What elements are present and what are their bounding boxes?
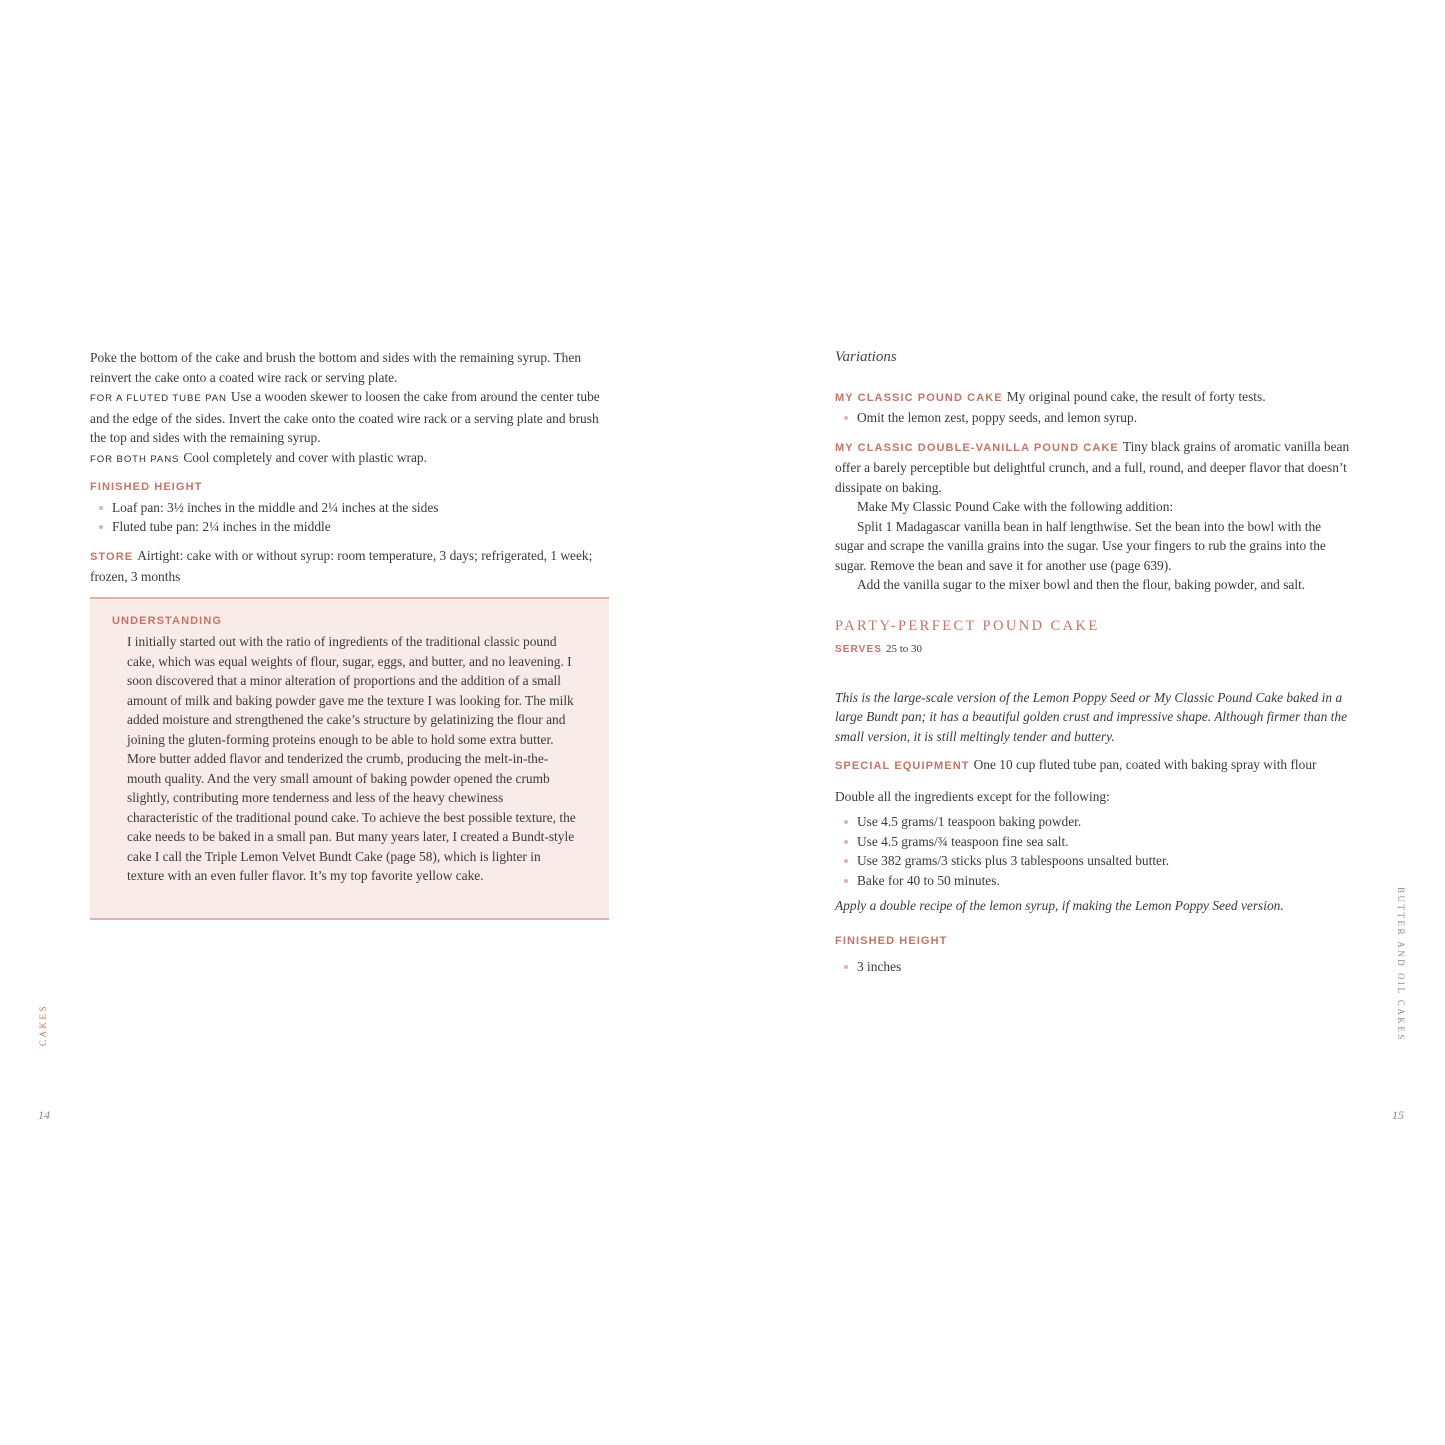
both-pans-label: FOR BOTH PANS: [90, 453, 180, 465]
equipment-paragraph: [835, 755, 1350, 777]
recipe-intro: This is the large-scale version of the Lemon Poppy Seed or My Classic Pound Cake baked in a large Bundt pan; it has a beautiful golden crust and impressive shape. Although firmer than the small version, it is still meltingly tender and buttery.: [835, 689, 1348, 744]
paragraph: Split 1 Madagascar vanilla bean in half lengthwise. Set the bean into the bowl with the sugar and scrape the vanilla grains into the sugar. Use your fingers to rub the grains into the sugar. Remove the bean and save it for another use (page 639).: [835, 518, 1326, 573]
list-item: Use 382 grams/3 sticks plus 3 tablespoons unsalted butter.: [843, 851, 1350, 871]
both-pans-text: Cool completely and cover with plastic wrap.: [183, 449, 427, 465]
right-page: [722, 0, 1445, 1445]
store-paragraph: [90, 546, 610, 587]
understanding-heading: UNDERSTANDING: [112, 615, 223, 627]
vanilla-text: Tiny black grains of aromatic vanilla bean offer a barely perceptible but delightful crunch, and a full, round, and deeper flavor that doesn’t dissipate on baking.: [835, 438, 1350, 495]
list-item: Omit the lemon zest, poppy seeds, and lemon syrup.: [843, 408, 1350, 428]
running-head-left: CAKES: [38, 1003, 48, 1046]
fluted-pan-text: Use a wooden skewer to loosen the cake from around the center tube and the edge of the sides. Invert the cake onto the coated wire rack or a serving plate and brush the top and sides with the remaining syrup.: [90, 389, 600, 445]
list-item: Loaf pan: 3½ inches in the middle and 2¼ inches at the sides: [98, 498, 610, 518]
variations-heading: Variations: [835, 349, 897, 365]
finished-height-heading: FINISHED HEIGHT: [90, 481, 203, 493]
list-item: Bake for 40 to 50 minutes.: [843, 871, 1350, 891]
finished-height-list: [90, 498, 610, 537]
right-column: [835, 348, 1350, 977]
fluted-pan-label: FOR A FLUTED TUBE PAN: [90, 393, 227, 404]
recipe-title: PARTY-PERFECT POUND CAKE: [835, 617, 1100, 634]
double-list: [835, 812, 1350, 890]
page-number-left: 14: [38, 1108, 50, 1122]
equipment-text: One 10 cup fluted tube pan, coated with baking spray with flour: [973, 757, 1317, 772]
list-item: Use 4.5 grams/1 teaspoon baking powder.: [843, 812, 1350, 832]
classic-label: MY CLASSIC POUND CAKE: [835, 391, 1003, 404]
paragraph: Make My Classic Pound Cake with the following addition:: [857, 499, 1174, 514]
understanding-box: [90, 597, 609, 920]
classic-list: [835, 408, 1350, 428]
left-column: [90, 348, 610, 587]
both-pans-paragraph: [90, 448, 610, 470]
serves-value: 25 to 30: [886, 643, 923, 655]
running-head-right: BUTTER AND OIL CAKES: [1396, 887, 1406, 1042]
understanding-text: I initially started out with the ratio of ingredients of the traditional classic pound cake, which was equal weights of flour, sugar, eggs, and butter, and no leavening. I soon discovered that a minor alteration of proportions and the addition of a small amount of milk and baking powder gave me the texture I was looking for. The milk added moisture and strengthened the cake’s structure by gelatinizing the flour and joining the gluten-forming proteins enough to be able to hold some extra butter. More butter added flavor and tenderized the crumb, producing the melt-in-the-mouth quality. And the very small amount of baking powder opened the crumb slightly, contributing more tenderness and less of the heavy chewiness characteristic of the traditional pound cake. To achieve the best possible texture, the cake needs to be baked in a small pan. But many years later, I created a Bundt-style cake I call the Triple Lemon Velvet Bundt Cake (page 58), which is lighter in texture with an even fuller flavor. It’s my top favorite yellow cake.: [127, 634, 576, 883]
paragraph: Poke the bottom of the cake and brush the bottom and sides with the remaining syrup. Then reinvert the cake onto a coated wire rack or serving plate.: [90, 350, 582, 385]
list-item: Use 4.5 grams/¾ teaspoon fine sea salt.: [843, 832, 1350, 852]
page-number-right: 15: [1392, 1108, 1404, 1122]
vanilla-label: MY CLASSIC DOUBLE-VANILLA POUND CAKE: [835, 441, 1119, 454]
list-item: 3 inches: [843, 957, 1350, 977]
classic-text: My original pound cake, the result of forty tests.: [1006, 388, 1266, 404]
vanilla-variation: [835, 437, 1350, 498]
list-item: Fluted tube pan: 2¼ inches in the middle: [98, 517, 610, 537]
syrup-note: Apply a double recipe of the lemon syrup, if making the Lemon Poppy Seed version.: [835, 898, 1284, 913]
serves-label: SERVES: [835, 644, 882, 655]
equipment-label: SPECIAL EQUIPMENT: [835, 760, 970, 772]
paragraph: Double all the ingredients except for the following:: [835, 788, 1110, 804]
serves-line: [835, 638, 1350, 660]
store-text: Airtight: cake with or without syrup: room temperature, 3 days; refrigerated, 1 week; frozen, 3 months: [90, 547, 593, 584]
finished-height-list: [835, 957, 1350, 977]
finished-height-heading: FINISHED HEIGHT: [835, 934, 948, 947]
classic-variation: [835, 387, 1350, 409]
store-label: STORE: [90, 550, 134, 563]
left-page: [0, 0, 722, 1445]
paragraph: Add the vanilla sugar to the mixer bowl and then the flour, baking powder, and salt.: [857, 577, 1306, 592]
fluted-pan-paragraph: [90, 387, 610, 448]
